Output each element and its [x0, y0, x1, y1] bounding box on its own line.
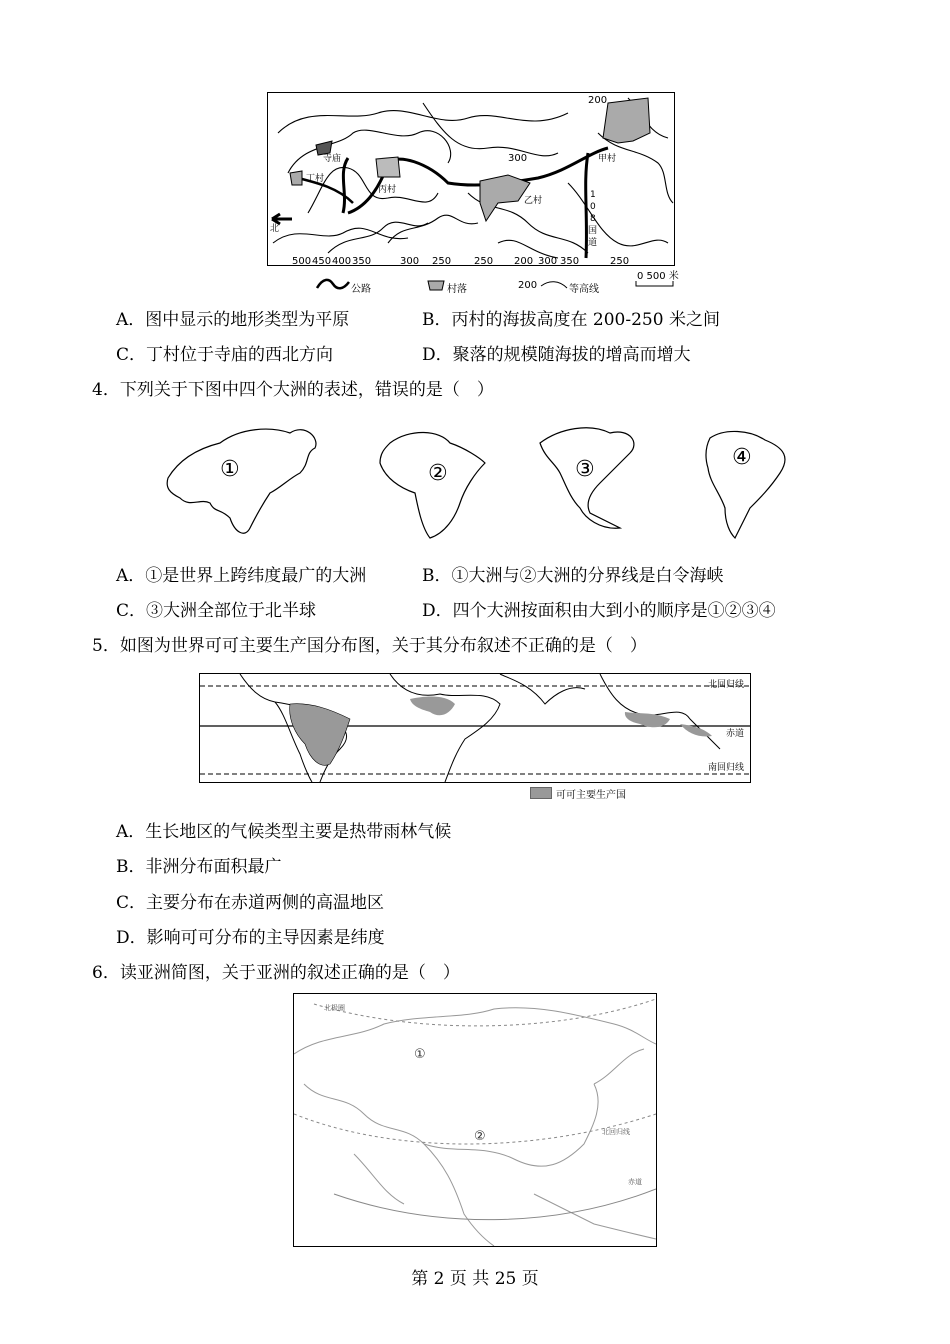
- label-c300: 300: [508, 153, 528, 164]
- road-legend-icon: [315, 278, 351, 292]
- contour-bottom-ticks: [292, 256, 672, 268]
- legend-contour-value: 200: [518, 280, 538, 291]
- asia-mark-1: ①: [414, 1047, 426, 1062]
- equator-label: 赤道: [726, 729, 745, 739]
- village-legend-icon: [427, 279, 445, 291]
- cocoa-legend-swatch: [530, 787, 552, 799]
- scale-bar: [635, 280, 675, 288]
- q5-option-a[interactable]: A．生长地区的气候类型主要是热带雨林气候: [116, 822, 452, 842]
- tick: 400: [332, 256, 352, 267]
- road-char: 8: [590, 214, 596, 224]
- page-footer: 第 2 页 共 25 页: [411, 1269, 539, 1289]
- tropic-label: 北回归线: [602, 1128, 630, 1136]
- continents-figure: [160, 418, 800, 543]
- continent-label: ②: [428, 461, 448, 486]
- road-char: 1: [590, 190, 596, 200]
- contour-map: [267, 92, 675, 266]
- cocoa-legend-label: 可可主要生产国: [556, 790, 626, 801]
- q3-option-b[interactable]: B．丙村的海拔高度在 200-250 米之间: [422, 310, 720, 330]
- tick: 250: [610, 256, 630, 267]
- q4-option-b[interactable]: B．①大洲与②大洲的分界线是白令海峡: [422, 566, 724, 586]
- legend-village: 村落: [447, 284, 467, 295]
- continent-label: ①: [220, 457, 240, 482]
- tick: 250: [474, 256, 494, 267]
- asia-mark-2: ②: [474, 1129, 486, 1144]
- q4-option-d[interactable]: D．四个大洲按面积由大到小的顺序是①②③④: [422, 601, 776, 621]
- q5-stem: 5．如图为世界可可主要生产国分布图，关于其分布叙述不正确的是（ ）: [92, 636, 647, 656]
- contour-legend: [315, 271, 685, 296]
- legend-road: 公路: [351, 284, 371, 295]
- asia-map: [293, 993, 657, 1247]
- cocoa-map-drawing: [200, 674, 750, 782]
- q5-option-c[interactable]: C．主要分布在赤道两侧的高温地区: [116, 893, 385, 913]
- equator-label: 赤道: [628, 1178, 642, 1186]
- tick: 250: [432, 256, 452, 267]
- tick: 500: [292, 256, 312, 267]
- label-north: 北: [270, 224, 280, 234]
- tick: 200: [514, 256, 534, 267]
- tropic-north-label: 北回归线: [708, 680, 745, 690]
- q6-stem: 6．读亚洲简图，关于亚洲的叙述正确的是（ ）: [92, 963, 460, 983]
- tick: 450: [312, 256, 332, 267]
- tick: 300: [400, 256, 420, 267]
- label-bing: 丙村: [378, 185, 397, 195]
- continent-label: ④: [732, 445, 752, 470]
- label-yi: 乙村: [524, 196, 543, 206]
- contour-map-drawing: [268, 93, 674, 265]
- cocoa-map: [199, 673, 751, 783]
- continent-label: ③: [575, 457, 595, 482]
- q4-option-a[interactable]: A．①是世界上跨纬度最广的大洲: [116, 566, 367, 586]
- label-ding: 丁村: [306, 174, 325, 184]
- q5-option-b[interactable]: B．非洲分布面积最广: [116, 857, 282, 877]
- road-char: 0: [590, 202, 596, 212]
- q3-option-a[interactable]: A．图中显示的地形类型为平原: [116, 310, 350, 330]
- q3-option-c[interactable]: C．丁村位于寺庙的西北方向: [116, 345, 334, 365]
- legend-contour: 等高线: [569, 284, 599, 295]
- tick: 350: [560, 256, 580, 267]
- q5-option-d[interactable]: D．影响可可分布的主导因素是纬度: [116, 928, 385, 948]
- label-temple: 寺庙: [323, 154, 342, 164]
- legend-scale: 0 500 米: [637, 271, 679, 282]
- asia-outline: [167, 429, 316, 533]
- q3-option-d[interactable]: D．聚落的规模随海拔的增高而增大: [422, 345, 691, 365]
- tick: 300: [538, 256, 558, 267]
- label-jia: 甲村: [598, 154, 617, 164]
- contour-legend-icon: [539, 278, 569, 292]
- q4-option-c[interactable]: C．③大洲全部位于北半球: [116, 601, 317, 621]
- q4-stem: 4．下列关于下图中四个大洲的表述，错误的是（ ）: [92, 380, 494, 400]
- cocoa-legend: [530, 786, 660, 800]
- asia-map-drawing: [294, 994, 656, 1246]
- label-c200: 200: [588, 95, 608, 106]
- road-char: 国: [588, 226, 598, 236]
- tropic-south-label: 南回归线: [708, 763, 745, 773]
- arctic-label: 北极圈: [324, 1004, 345, 1012]
- road-char: 道: [588, 238, 598, 248]
- tick: 350: [352, 256, 372, 267]
